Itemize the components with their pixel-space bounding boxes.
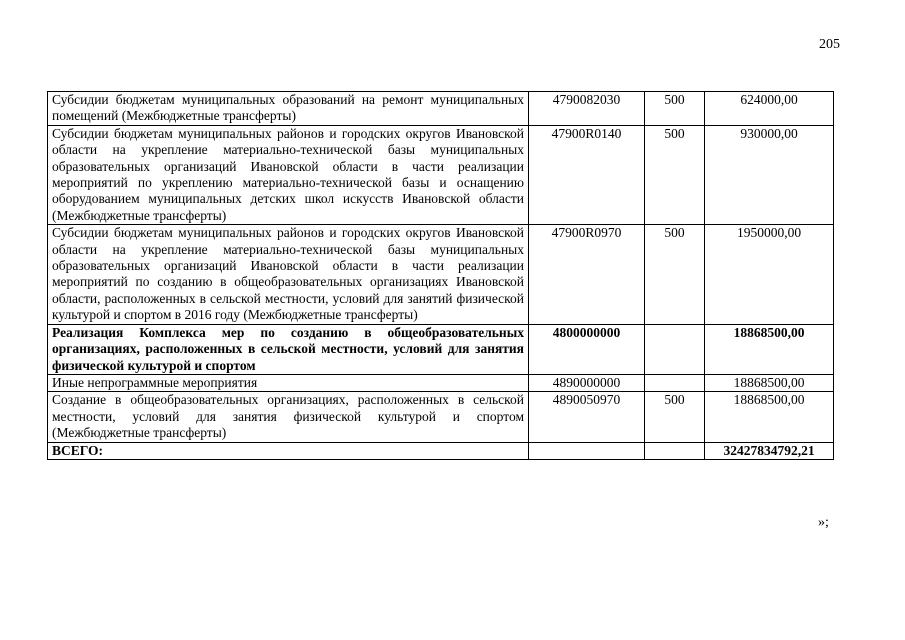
- table-row: [48, 92, 834, 126]
- row-type-cell: 500: [645, 125, 705, 224]
- row-code-cell: [529, 442, 645, 459]
- closing-quote-mark: »;: [818, 515, 829, 530]
- row-type-cell: [645, 442, 705, 459]
- row-code-cell: 47900R0140: [529, 125, 645, 224]
- row-sum-cell: 1950000,00: [705, 225, 834, 324]
- row-type-cell: 500: [645, 92, 705, 126]
- row-code-cell: 47900R0970: [529, 225, 645, 324]
- total-sum-cell: 32427834792,21: [705, 442, 834, 459]
- row-name-cell: Субсидии бюджетам муниципальных образований на ремонт муниципальных помещений (Межбюджетные трансферты): [48, 92, 529, 126]
- row-name-cell: Создание в общеобразовательных организациях, расположенных в сельской местности, условий для занятия физической культурой и спортом (Межбюджетные трансферты): [48, 392, 529, 442]
- row-type-cell: [645, 324, 705, 374]
- row-type-cell: [645, 374, 705, 391]
- row-code-cell: 4890000000: [529, 374, 645, 391]
- row-name-cell: Субсидии бюджетам муниципальных районов и городских округов Ивановской области на укрепление материально-технической базы муниципальных образовательных организаций Ивановской области в части реализации мероприятий по созданию в общеобразовательных организациях Ивановской области, расположенных в сельской местности, условий для занятий физической культурой и спортом в 2016 году (Межбюджетные трансферты): [48, 225, 529, 324]
- table-row: [48, 324, 834, 374]
- table-row: [48, 392, 834, 442]
- total-row: [48, 442, 834, 459]
- table-row: [48, 374, 834, 391]
- budget-table: [47, 91, 834, 460]
- row-sum-cell: 18868500,00: [705, 324, 834, 374]
- page-number: 205: [819, 37, 840, 52]
- row-type-cell: 500: [645, 225, 705, 324]
- row-sum-cell: 624000,00: [705, 92, 834, 126]
- row-type-cell: 500: [645, 392, 705, 442]
- total-label-cell: ВСЕГО:: [48, 442, 529, 459]
- row-name-cell: Иные непрограммные мероприятия: [48, 374, 529, 391]
- row-sum-cell: 18868500,00: [705, 392, 834, 442]
- row-code-cell: 4790082030: [529, 92, 645, 126]
- table-row: [48, 125, 834, 224]
- row-sum-cell: 930000,00: [705, 125, 834, 224]
- row-code-cell: 4890050970: [529, 392, 645, 442]
- row-name-cell: Субсидии бюджетам муниципальных районов и городских округов Ивановской области на укрепление материально-технической базы муниципальных образовательных организаций Ивановской области в части реализации мероприятий по укреплению материально-технической базы и оснащению оборудованием муниципальных детских школ искусств Ивановской области (Межбюджетные трансферты): [48, 125, 529, 224]
- table-row: [48, 225, 834, 324]
- row-code-cell: 4800000000: [529, 324, 645, 374]
- row-name-cell: Реализация Комплекса мер по созданию в общеобразовательных организациях, расположенных в сельской местности, условий для занятия физической культурой и спортом: [48, 324, 529, 374]
- row-sum-cell: 18868500,00: [705, 374, 834, 391]
